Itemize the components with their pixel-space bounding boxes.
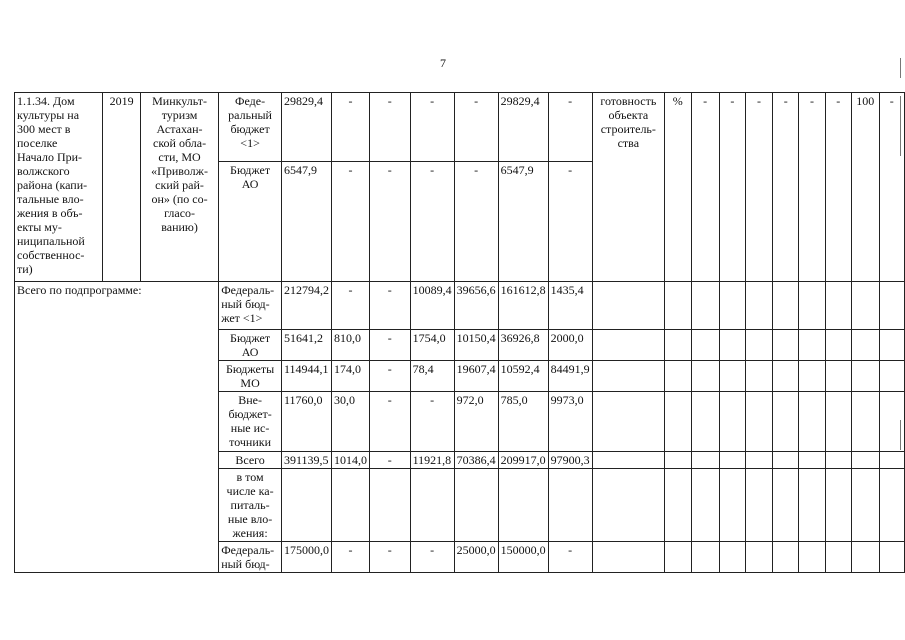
value-cell: 9973,0	[548, 392, 592, 452]
total-cell: 212794,2	[281, 282, 331, 330]
indicator-unit: %	[665, 93, 691, 282]
value-cell: 161612,8	[498, 282, 548, 330]
value-cell: -	[548, 93, 592, 162]
indicator-value: 100	[851, 93, 879, 282]
total-cell: 29829,4	[281, 93, 331, 162]
value-cell: 25000,0	[454, 542, 498, 573]
value-cell: 810,0	[331, 330, 369, 361]
value-cell: -	[331, 162, 369, 282]
value-cell: -	[369, 392, 410, 452]
value-cell: 174,0	[331, 361, 369, 392]
funding-source: Бюджет АО	[219, 162, 282, 282]
funding-source: Бюджеты МО	[219, 361, 282, 392]
indicator-value: -	[799, 93, 825, 282]
value-cell: 1754,0	[410, 330, 454, 361]
value-cell: -	[331, 542, 369, 573]
value-cell: 30,0	[331, 392, 369, 452]
value-cell: 209917,0	[498, 452, 548, 469]
budget-table	[14, 92, 905, 573]
value-cell: -	[548, 162, 592, 282]
value-cell: 2000,0	[548, 330, 592, 361]
subprogram-label: Всего по подпрограмме:	[15, 282, 219, 573]
value-cell: 10592,4	[498, 361, 548, 392]
indicator-name: готовность объекта строитель- ства	[592, 93, 664, 282]
value-cell: -	[369, 93, 410, 162]
value-cell: -	[410, 93, 454, 162]
value-cell: 39656,6	[454, 282, 498, 330]
value-cell: -	[369, 162, 410, 282]
table-row	[15, 93, 905, 162]
value-cell: 11921,8	[410, 452, 454, 469]
indicator-value: -	[745, 93, 772, 282]
item-executor: Минкульт- туризм Астахан- ской обла- сти, МО «Приволж- ский рай- он» (по со- гласо- ванию)	[140, 93, 218, 282]
value-cell: -	[410, 542, 454, 573]
capital-investments-label: в том числе ка- питаль- ные вло- жения:	[219, 469, 282, 542]
value-cell: -	[369, 361, 410, 392]
value-cell: 785,0	[498, 392, 548, 452]
total-cell: 11760,0	[281, 392, 331, 452]
value-cell: 78,4	[410, 361, 454, 392]
value-cell: 10089,4	[410, 282, 454, 330]
value-cell: 36926,8	[498, 330, 548, 361]
indicator-value: -	[691, 93, 719, 282]
value-cell: 97900,3	[548, 452, 592, 469]
indicator-value: -	[719, 93, 745, 282]
value-cell: 29829,4	[498, 93, 548, 162]
scan-edge-mark	[900, 58, 901, 78]
value-cell: 10150,4	[454, 330, 498, 361]
value-cell: 70386,4	[454, 452, 498, 469]
value-cell: 972,0	[454, 392, 498, 452]
funding-source: Бюджет АО	[219, 330, 282, 361]
value-cell: -	[331, 93, 369, 162]
total-cell: 6547,9	[281, 162, 331, 282]
value-cell: 1435,4	[548, 282, 592, 330]
value-cell: 84491,9	[548, 361, 592, 392]
value-cell: -	[548, 542, 592, 573]
indicator-value: -	[879, 93, 904, 282]
total-cell: 114944,1	[281, 361, 331, 392]
total-cell: 51641,2	[281, 330, 331, 361]
total-cell: 175000,0	[281, 542, 331, 573]
page-number: 7	[440, 56, 446, 70]
funding-source: Федераль- ный бюд- жет <1>	[219, 282, 282, 330]
value-cell: 1014,0	[331, 452, 369, 469]
item-year: 2019	[103, 93, 141, 282]
item-name: 1.1.34. Дом культуры на 300 мест в поселке Начало При- волжского района (капи- тальные вло- жения в объ- екты му- ниципальной собственнос- ти)	[15, 93, 103, 282]
total-cell: 391139,5	[281, 452, 331, 469]
value-cell: -	[454, 162, 498, 282]
value-cell: -	[454, 93, 498, 162]
value-cell: -	[369, 542, 410, 573]
table-row	[15, 282, 905, 330]
indicator-value: -	[825, 93, 851, 282]
funding-source: Всего	[219, 452, 282, 469]
value-cell: 150000,0	[498, 542, 548, 573]
value-cell: -	[331, 282, 369, 330]
value-cell: -	[410, 162, 454, 282]
value-cell: -	[369, 330, 410, 361]
funding-source: Вне- бюджет- ные ис- точники	[219, 392, 282, 452]
value-cell: -	[369, 452, 410, 469]
value-cell: 6547,9	[498, 162, 548, 282]
indicator-value: -	[773, 93, 799, 282]
funding-source: Феде- ральный бюджет <1>	[219, 93, 282, 162]
value-cell: 19607,4	[454, 361, 498, 392]
funding-source: Федераль- ный бюд-	[219, 542, 282, 573]
value-cell: -	[410, 392, 454, 452]
value-cell: -	[369, 282, 410, 330]
